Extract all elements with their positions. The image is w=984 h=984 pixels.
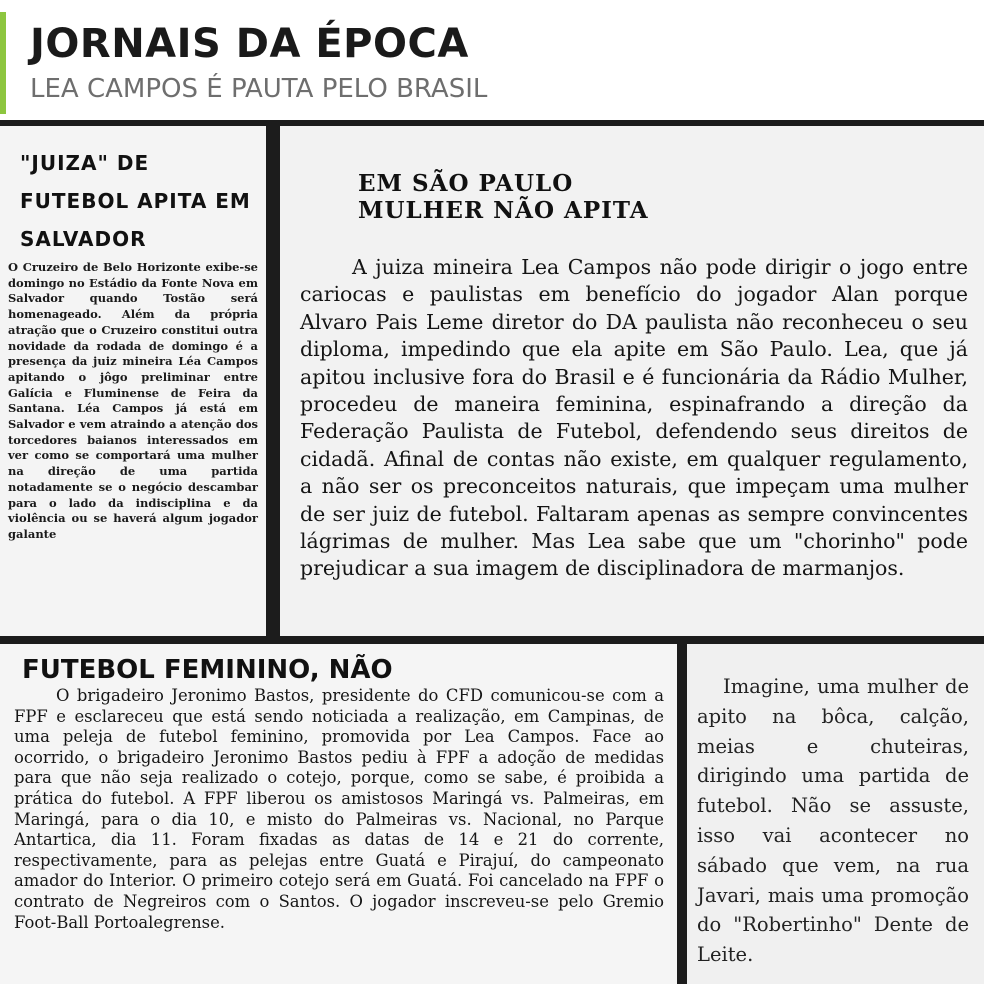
clipping-salvador [0, 126, 266, 636]
clipping-body: A juiza mineira Lea Campos não pode dirigir o jogo entre cariocas e paulistas em benefício do jogador Alan porque Alvaro Pais Leme diretor do DA paulista não reconheceu o seu diploma, impedindo que ela apite em São Paulo. Lea, que já apitou inclusive fora do Brasil e é funcionária da Rádio Mulher, procedeu de maneira feminina, espinafrando a direção da Federação Paulista de Futebol, defendendo seus direitos de cidadã. Afinal de contas não existe, em qualquer regulamento, a não ser os preconceitos naturais, que impeçam uma mulher de ser juiz de futebol. Faltaram apenas as sempre convincentes lágrimas de mulher. Mas Lea sabe que um "chorinho" pode prejudicar a sua imagem de disciplinadora de marmanjos. [300, 255, 968, 581]
page-title: JORNAIS DA ÉPOCA [30, 21, 469, 67]
clipping-body: Imagine, uma mulher de apito na bôca, calção, meias e chuteiras, dirigindo uma partida de futebol. Não se assuste, isso vai acontecer no sábado que vem, na rua Javari, mais uma promoção do "Robertinho" Dente de Leite. [697, 675, 969, 967]
page-subtitle: LEA CAMPOS É PAUTA PELO BRASIL [30, 74, 488, 104]
clipping-imagine [687, 644, 984, 984]
clipping-headline: EM SÃO PAULO MULHER NÃO APITA [358, 170, 649, 224]
clipping-body: O Cruzeiro de Belo Horizonte exibe-se domingo no Estádio da Fonte Nova em Salvador quando Tostão será homenageado. Além da própria atração que o Cruzeiro constitui outra novidade da rodada de domingo é a presença da juiz mineira Léa Campos apitando o jôgo preliminar entre Galícia e Fluminense de Feira da Santana. Léa Campos já está em Salvador e vem atraindo a atenção dos torcedores baianos interessados em ver como se comportará uma mulher na direção de uma partida notadamente se o negócio descambar para o lado da indisciplina e da violência ou se haverá algum jogador galante [8, 260, 258, 541]
header-accent-bar [0, 12, 6, 114]
clipping-sao-paulo [280, 126, 984, 636]
clipping-headline: "JUIZA" DE FUTEBOL APITA EM SALVADOR [20, 151, 251, 251]
clipping-futebol-feminino [0, 644, 677, 984]
clipping-headline: FUTEBOL FEMININO, NÃO [22, 655, 393, 685]
clipping-body: O brigadeiro Jeronimo Bastos, presidente do CFD comunicou-se com a FPF e esclareceu que está sendo noticiada a realização, em Campinas, de uma peleja de futebol feminino, promovida por Lea Campos. Face ao ocorrido, o brigadeiro Jeronimo Bastos pediu à FPF a adoção de medidas para que não seja realizado o cotejo, porque, como se sabe, é proibida a prática do futebol. A FPF liberou os amistosos Maringá vs. Palmeiras, em Maringá, para o dia 10, e misto do Palmeiras vs. Nacional, no Parque Antartica, dia 11. Foram fixadas as datas de 14 e 21 do corrente, respectivamente, para as pelejas entre Guatá e Pirajuí, do campeonato amador do Interior. O primeiro cotejo será em Guatá. Foi cancelado na FPF o contrato de Negreiros com o Santos. O jogador inscreveu-se pelo Gremio Foot-Ball Portoalegrense. [14, 686, 664, 932]
